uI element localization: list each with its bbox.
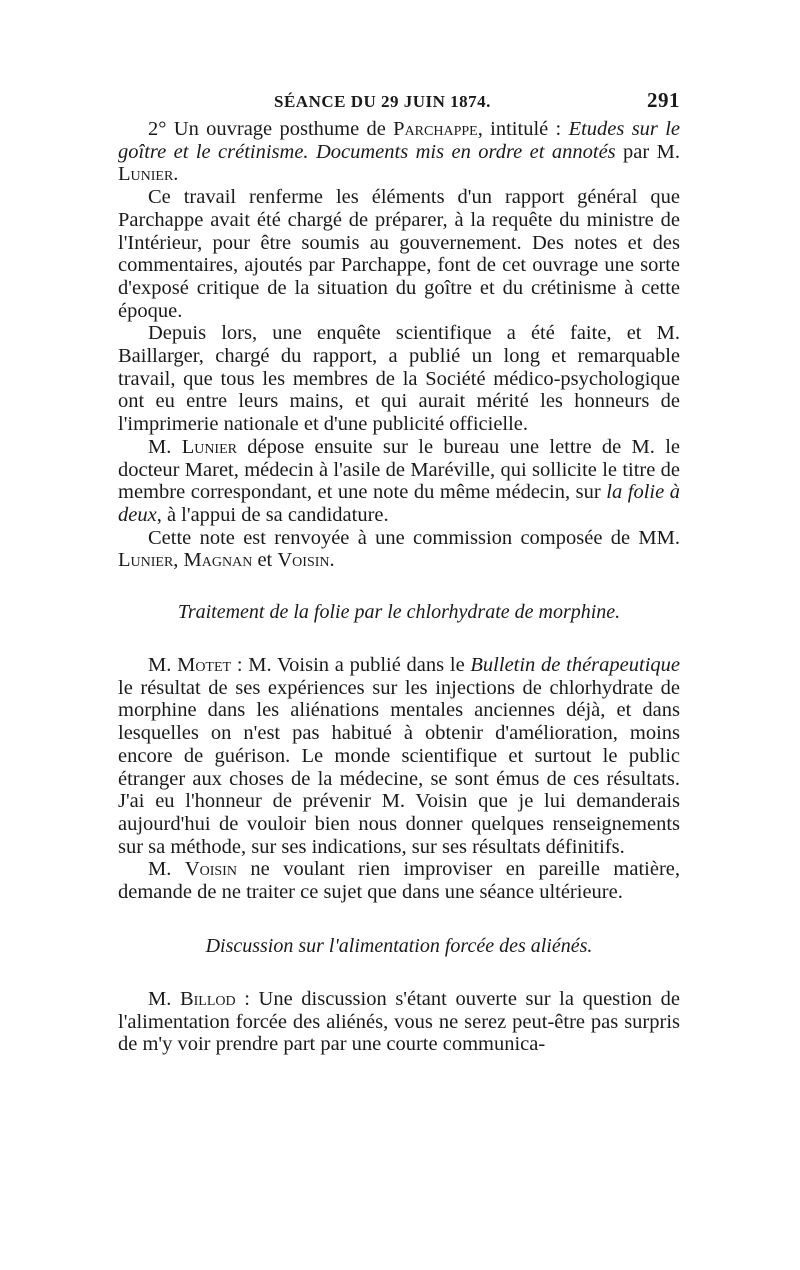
header-title: SÉANCE DU 29 JUIN 1874. [274, 92, 491, 111]
motet-prefix: M. [148, 654, 178, 677]
note-title: la folie à deux [118, 481, 680, 526]
member-magnan: Magnan [183, 549, 253, 572]
section-heading-alimentation: Discussion sur l'alimentation forcée des aliénés. [205, 934, 593, 957]
lunier-prefix: M. [148, 435, 182, 458]
speaker-motet: Motet [177, 654, 232, 677]
billod-prefix: M. [148, 987, 180, 1010]
journal-title: Bulletin de thérapeutique [470, 654, 680, 677]
paragraph-voisin [118, 858, 680, 903]
voisin-prefix: M. [148, 858, 185, 881]
paragraph-depuis: Depuis lors, une enquête scientifique a été faite, et M. Baillarger, chargé du rapport, a publié un long et remarquable travail, que tous les membres de la Société médico-psychologique ont eu entre leurs mains, et qui aurait mérité les honneurs de l'imprimerie nationale et d'une publicité officielle. [118, 322, 680, 436]
billod-text: : Une discussion s'étant ouverte sur la question de l'alimentation forcée des aliénés, vous ne serez peut-être pas surpris de m'y voir prendre part par une courte communica- [118, 987, 681, 1056]
motet-text-1: : M. Voisin a publié dans le [231, 654, 471, 677]
item2-by: par M. [615, 140, 680, 163]
section-heading-morphine: Traitement de la folie par le chlorhydrate de morphine. [177, 601, 621, 624]
item2-end: . [173, 163, 179, 186]
motet-text-2: le résultat de ses expériences sur les injections de chlorhydrate de morphine dans les aliénations mentales anciennes déjà, et dans lesquelles on n'est pas habitué à obtenir d'amélioration, moins encore de guérison. Le monde scientifique et surtout le public étranger aux choses de la médecine, se sont émus de ces résultats. J'ai eu l'honneur de prévenir M. Voisin que je lui demanderais aujourd'hui de vouloir bien nous donner quelques renseignements sur sa méthode, sur ses indications, sur ses résultats définitifs. [118, 676, 680, 858]
paragraph-motet [118, 654, 680, 858]
paragraph-billod [118, 988, 680, 1056]
book-page [118, 88, 680, 1056]
paragraph-renvoyee [118, 527, 680, 572]
author-parchappe: Parchappe [393, 118, 478, 140]
paragraph-lunier [118, 436, 680, 527]
book-title: Etudes sur le goître et le crétinisme. Documents mis en ordre et annotés [118, 118, 681, 163]
page-number: 291 [647, 88, 680, 112]
renvoyee-sep-2: et [252, 549, 278, 572]
speaker-voisin: Voisin [184, 858, 237, 881]
item2-mid: , intitulé : [477, 118, 569, 140]
lunier-text-1: dépose ensuite sur le bureau une lettre de M. le docteur Maret, médecin à l'asile de Maréville, qui sollicite le titre de membre correspondant, et une note du même médecin, sur [118, 435, 681, 504]
running-header [118, 88, 680, 118]
speaker-billod: Billod [179, 987, 236, 1010]
member-voisin: Voisin [277, 549, 330, 572]
voisin-text: ne voulant rien improviser en pareille matière, demande de ne traiter ce sujet que dans une séance ultérieure. [118, 858, 681, 904]
member-lunier: Lunier [118, 549, 174, 572]
paragraph-item-2 [118, 118, 680, 186]
renvoyee-text: Cette note est renvoyée à une commission composée de MM. [148, 526, 680, 549]
speaker-lunier: Lunier [181, 435, 237, 458]
renvoyee-sep-1: , [173, 549, 184, 572]
item2-prefix: 2° Un ouvrage posthume de [148, 118, 394, 140]
renvoyee-end: . [329, 549, 335, 572]
lunier-text-2: , à l'appui de sa candidature. [156, 503, 389, 526]
editor-lunier: Lunier [118, 163, 174, 186]
paragraph-travail: Ce travail renferme les éléments d'un rapport général que Parchappe avait été chargé de préparer, à la requête du ministre de l'Intérieur, pour être soumis au gouvernement. Des notes et des commentaires, ajoutés par Parchappe, font de cet ouvrage une sorte d'exposé critique de la situation du goître et du crétinisme à cette époque. [118, 186, 680, 322]
